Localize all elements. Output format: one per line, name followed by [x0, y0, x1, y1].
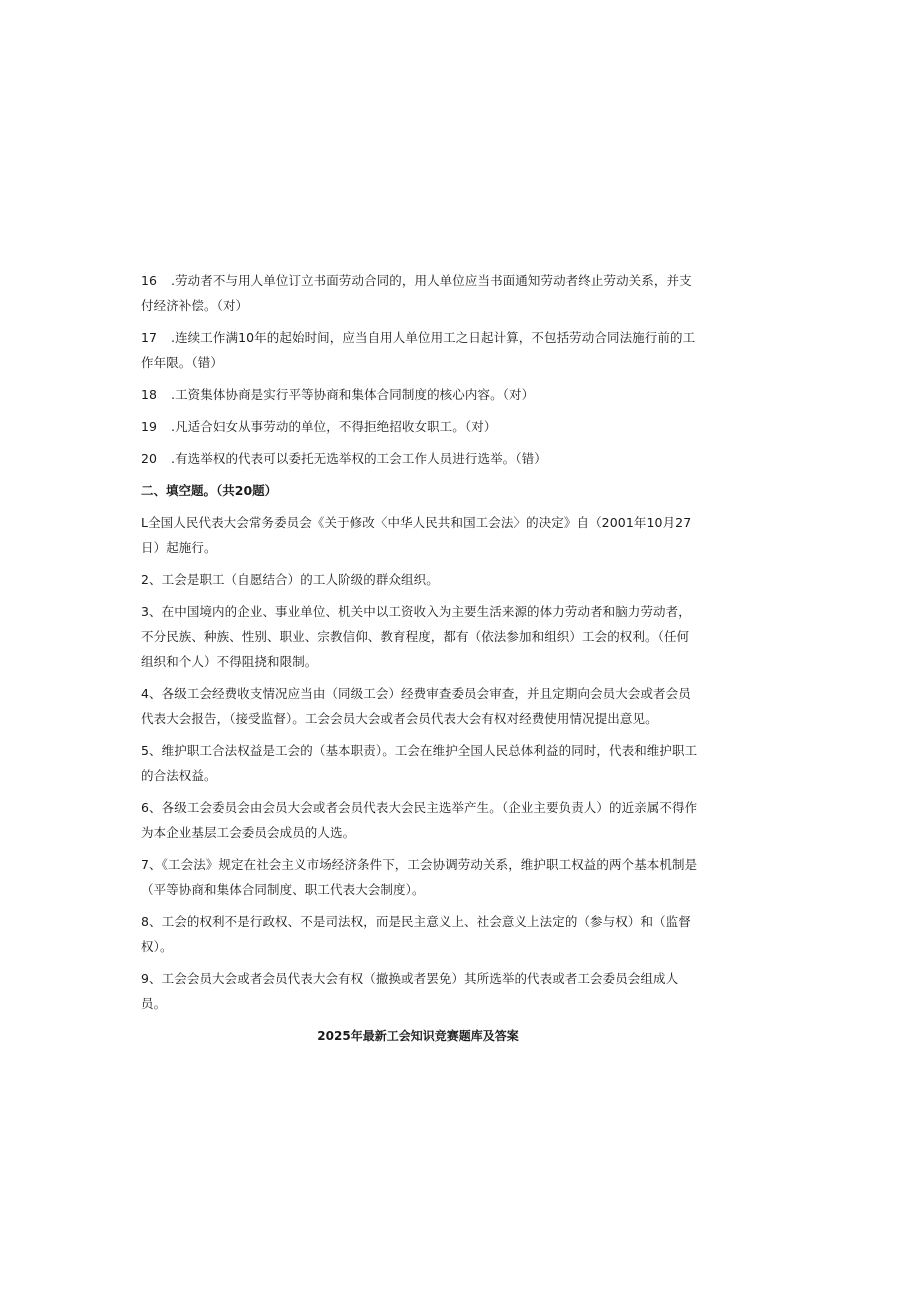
judgement-item-20	[141, 446, 701, 471]
judgement-item-16	[141, 268, 701, 318]
item-number: 17	[141, 330, 158, 345]
page-footer-title	[0, 1026, 920, 1046]
judgement-list	[141, 268, 701, 471]
fill-blank-item-9: 9、工会会员大会或者会员代表大会有权（撤换或者罢免）其所选举的代表或者工会委员会组成人员。	[141, 971, 679, 1011]
item-number: 16	[141, 273, 158, 288]
item-text: .工资集体协商是实行平等协商和集体合同制度的核心内容。（对）	[171, 387, 535, 402]
fill-blank-item-3: 3、在中国境内的企业、事业单位、机关中以工资收入为主要生活来源的体力劳动者和脑力劳动者，不分民族、种族、性别、职业、宗教信仰、教育程度，都有（依法参加和组织）工会的权利。（任何组织和个人）不得阻挠和限制。	[141, 604, 691, 669]
judgement-item-17	[141, 325, 701, 375]
item-text: .连续工作满10年的起始时间，应当自用人单位用工之日起计算，不包括劳动合同法施行前的工作年限。（错）	[141, 330, 696, 370]
item-number: 19	[141, 419, 158, 434]
section-heading: 二、填空题。（共20题）	[141, 483, 278, 498]
fill-blank-item-6: 6、各级工会委员会由会员大会或者会员代表大会民主选举产生。（企业主要负责人）的近亲属不得作为本企业基层工会委员会成员的人选。	[141, 800, 698, 840]
fill-blank-item-1: L全国人民代表大会常务委员会《关于修改〈中华人民共和国工会法〉的决定》自（2001年10月27日）起施行。	[141, 515, 692, 555]
item-number: 20	[141, 451, 158, 466]
item-text: .凡适合妇女从事劳动的单位，不得拒绝招收女职工。（对）	[171, 419, 497, 434]
footer-title-text: 2025年最新工会知识竞赛题库及答案	[317, 1029, 519, 1043]
item-text: .劳动者不与用人单位订立书面劳动合同的，用人单位应当书面通知劳动者终止劳动关系，并支付经济补偿。（对）	[141, 273, 692, 313]
fill-blank-item-2: 2、工会是职工（自愿结合）的工人阶级的群众组织。	[141, 572, 439, 587]
fill-blank-item-8: 8、工会的权利不是行政权、不是司法权，而是民主意义上、社会意义上法定的（参与权）和（监督权）。	[141, 914, 691, 954]
fill-blank-item-7: 7、《工会法》规定在社会主义市场经济条件下，工会协调劳动关系，维护职工权益的两个基本机制是（平等协商和集体合同制度、职工代表大会制度）。	[141, 857, 698, 897]
fill-blank-item-5: 5、维护职工合法权益是工会的（基本职责）。工会在维护全国人民总体利益的同时，代表和维护职工的合法权益。	[141, 743, 698, 783]
document-body	[141, 268, 701, 1023]
item-number: 18	[141, 387, 158, 402]
fill-blank-list	[141, 510, 701, 1016]
item-text: .有选举权的代表可以委托无选举权的工会工作人员进行选举。（错）	[171, 451, 547, 466]
fill-blank-item-4: 4、各级工会经费收支情况应当由（同级工会）经费审查委员会审查，并且定期向会员大会或者会员代表大会报告，（接受监督）。工会会员大会或者会员代表大会有权对经费使用情况提出意见。	[141, 686, 691, 726]
judgement-item-18	[141, 382, 701, 407]
judgement-item-19	[141, 414, 701, 439]
